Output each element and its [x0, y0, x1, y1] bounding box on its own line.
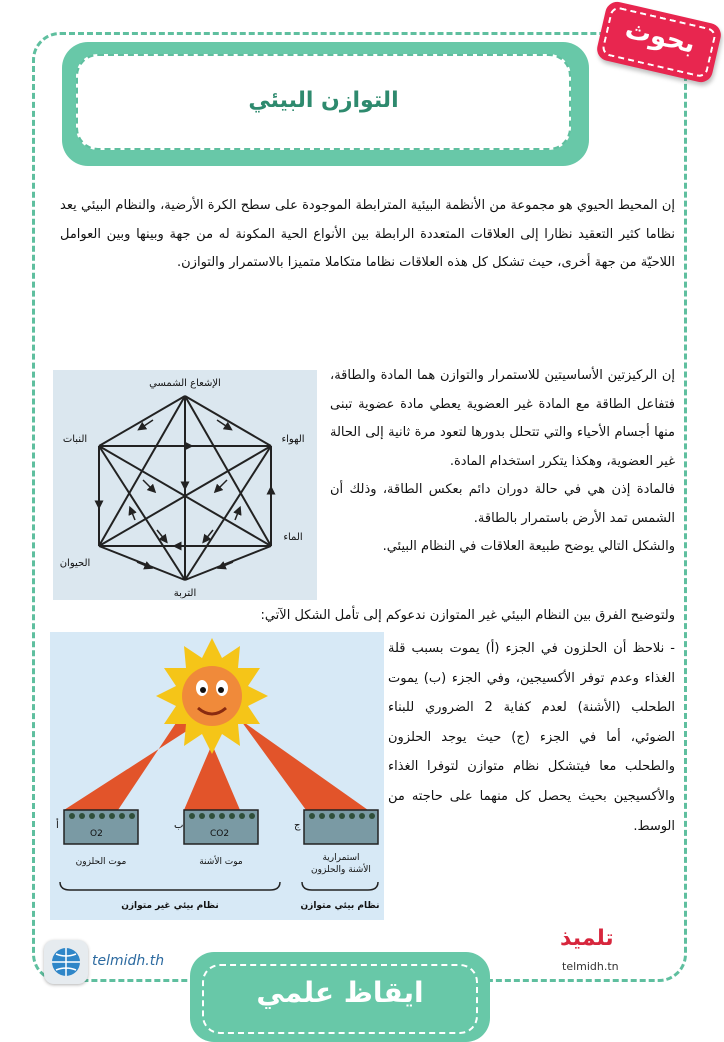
balanced-label: نظام بيئي متوازن [300, 901, 380, 911]
footer-site[interactable]: telmidh.th [92, 953, 165, 969]
brand-arabic: تلميذ [560, 926, 614, 951]
paragraph-1: إن المحيط الحيوي هو مجموعة من الأنظمة البيئية المترابطة الموجودة على سطح الكرة الأرضية، والنظام البيئي يعد نظاما كثير التعقيد نظارا إلى العلاقات المتعددة الرابطة بين الأنواع الحية المكونة له من جهة وبينها وبين العوامل اللاحيّة من جهة أخرى، حيث تشكل كل هذه العلاقات نظاما متكاملا متميزا بالاستمرار والتوازن. [60, 198, 675, 270]
algae-snail-label: الأشنة والحلزون [311, 865, 371, 875]
label-animal: الحيوان [59, 558, 91, 569]
ecosystem-relations-diagram [53, 370, 317, 600]
bottom-banner [190, 952, 490, 1042]
label-air: الهواء [281, 434, 305, 445]
label-water: الماء [283, 532, 303, 543]
brand-latin: telmidh.tn [562, 960, 619, 973]
balanced-brace [302, 882, 378, 890]
observation-paragraph [388, 634, 675, 841]
part-b-label: ب [174, 820, 184, 831]
label-sun: الإشعاع الشمسي [149, 378, 221, 389]
paragraph-4: والشكل التالي يوضح طبيعة العلاقات في النظام البيئي. [382, 539, 675, 554]
unbalanced-brace [60, 882, 280, 890]
algae-death-label: موت الأشنة [199, 857, 243, 867]
globe-icon [44, 940, 88, 984]
paragraph-2: إن الركيزتين الأساسيتين للاستمرار والتوازن هما المادة والطاقة، فتفاعل الطاقة مع المادة غير العضوية يعطي مادة عضوية تبنى منها أجسام الأحياء والتي تتحلل بدورها لتعود مرة ثانية إلى الحالة غير العضوية، وهكذا يتكرر استخدام المادة. [330, 368, 675, 469]
label-plants: النبات [62, 434, 88, 445]
relations-svg [53, 370, 317, 600]
observation-text: - نلاحظ أن الحلزون في الجزء (أ) يموت بسبب قلة الغذاء وعدم توفر الأكسيجين، وفي الجزء (ب) يموت الطحلب (الأشنة) لعدم كفاية 2 الضروري للبناء الضوئي، أما في الجزء (ج) حيث يوجد الحلزون والطحلب معا فيتشكل نظام متوازن لتوفرا الغذاء والأكسيجين بحيث يحصل كل منهما على حاجته من الوسط. [388, 641, 676, 834]
continuity-label: استمرارية [322, 853, 360, 863]
intro-paragraph [60, 192, 675, 278]
unbalanced-label: نظام بيئي غير متوازن [121, 901, 219, 911]
title-banner [62, 42, 589, 166]
title-inner [76, 54, 571, 150]
snail-death-label: موت الحلزون [75, 857, 127, 867]
label-soil: التربة [173, 588, 197, 599]
co2-label: CO2 [210, 829, 230, 839]
intro-line: ولتوضيح الفرق بين النظام البيئي غير المتوازن ندعوكم إلى تأمل الشكل الآتي: [260, 608, 675, 623]
brand-logo [560, 926, 670, 982]
part-a-label: أ [56, 820, 59, 831]
page-title: التوازن البيئي [248, 88, 399, 113]
paragraph-3: فالمادة إذن هي في حالة دوران دائم بعكس الطاقة، وذلك أن الشمس تمد الأرض باستمرار بالطاقة. [330, 482, 675, 526]
energy-paragraphs [330, 362, 675, 562]
comparison-intro [60, 602, 675, 631]
bottom-banner-text: ايقاظ علمي [256, 976, 424, 1009]
part-c-label: ج [294, 820, 301, 831]
ecosystem-svg [50, 632, 384, 920]
tag-label: بحوث [622, 14, 699, 60]
o2-label: O2 [90, 829, 103, 839]
ecosystem-comparison-figure [50, 632, 384, 920]
